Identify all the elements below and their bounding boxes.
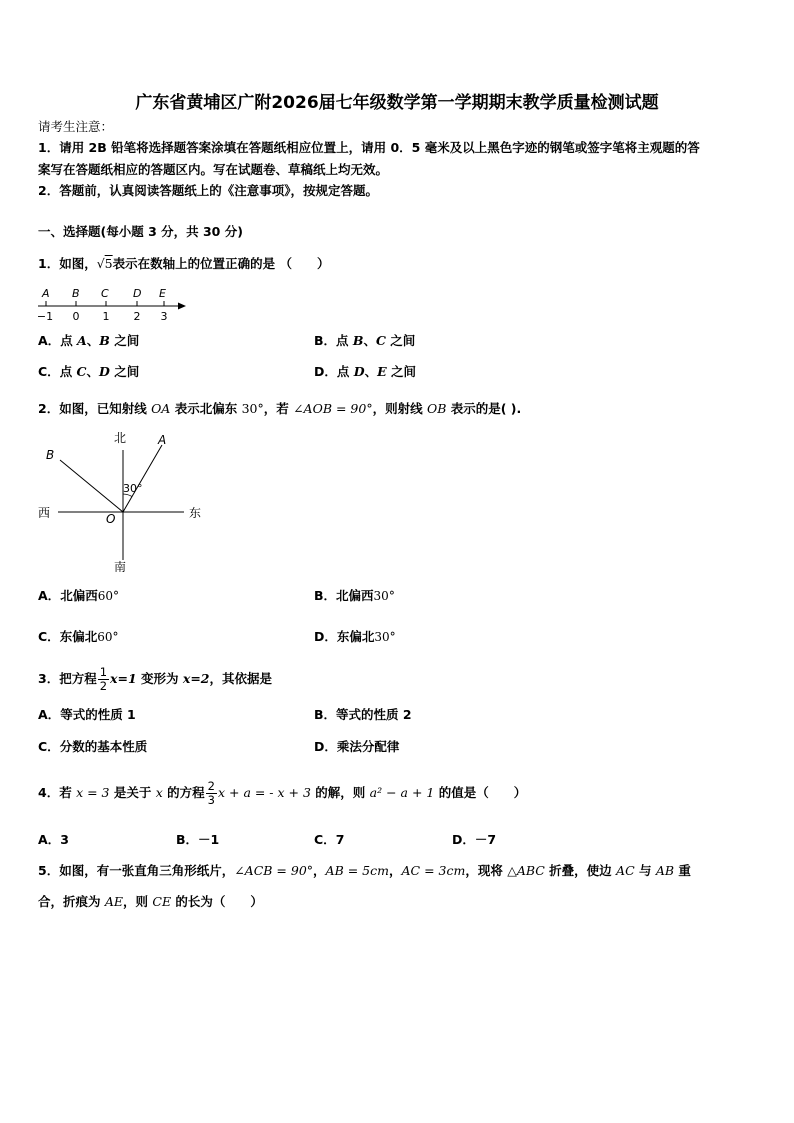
q2-option-c: C．东偏北60° [38, 629, 119, 644]
ray-ob [60, 460, 123, 512]
axis-number: 1 [102, 310, 110, 323]
q2-option-d: D．东偏北30° [314, 629, 396, 644]
label-point-a: A [158, 433, 167, 447]
axis-letter: E [159, 287, 166, 300]
label-west: 西 [38, 506, 51, 520]
axis-number: −1 [36, 310, 54, 323]
q3-fraction: $\frac{1}{2}$ [99, 665, 108, 693]
notice-line-2: 2．答题前，认真阅读答题纸上的《注意事项》，按规定答题。 [38, 183, 378, 198]
q3-option-d: D．乘法分配律 [314, 739, 400, 754]
q4-option-c: C．7 [314, 832, 345, 847]
label-angle: 30° [123, 482, 143, 495]
q4-option-a: A．3 [38, 832, 69, 847]
q1-suffix: 表示在数轴上的位置正确的是 （ ） [112, 256, 330, 271]
axis-number: 3 [160, 310, 168, 323]
q1-option-c: C．点 C、D 之间 [38, 364, 140, 379]
q3-stem: 3．把方程 $\frac{1}{2}$ x=1 变形为 x=2，其依据是 [38, 665, 273, 693]
axis-number: 2 [133, 310, 141, 323]
q5-stem-line-2: 合，折痕为 AE，则 CE 的长为（ ） [38, 894, 263, 909]
q4-stem: 4．若 x = 3 是关于 x 的方程 $\frac{2}{3}$ x + a = - x + 3 的解，则 a² − a + 1 的值是（ ） [38, 779, 527, 807]
q2-direction-figure [34, 428, 214, 578]
ray-oa [123, 445, 162, 512]
q4-option-b: B．－1 [176, 832, 220, 847]
section-heading: 一、选择题(每小题 3 分，共 30 分) [38, 224, 243, 239]
q1-number-line-figure [34, 284, 194, 324]
label-north: 北 [114, 431, 127, 445]
q1-option-d: D．点 D、E 之间 [314, 364, 416, 379]
q4-option-d: D．－7 [452, 832, 497, 847]
q1-option-b: B．点 B、C 之间 [314, 333, 416, 348]
notice-line-1a: 1．请用 2B 铅笔将选择题答案涂填在答题纸相应位置上，请用 0．5 毫米及以上黑色字迹的钢笔或签字笔将主观题的答 [38, 140, 700, 155]
axis-letter: A [42, 287, 50, 300]
label-origin: O [106, 512, 116, 526]
q2-stem: 2．如图，已知射线 OA 表示北偏东 30°，若 ∠AOB = 90°，则射线 OB 表示的是( ). [38, 401, 522, 416]
q2-option-a: A．北偏西60° [38, 588, 119, 603]
axis-number: 0 [72, 310, 80, 323]
q1-prefix: 1．如图， [38, 256, 97, 271]
axis-letter: B [72, 287, 80, 300]
page-title: 广东省黄埔区广附2026届七年级数学第一学期期末教学质量检测试题 [135, 93, 659, 113]
q1-stem [38, 256, 329, 272]
axis-arrow-icon [178, 303, 186, 310]
q3-option-b: B．等式的性质 2 [314, 707, 412, 722]
q1-radicand: 5 [104, 256, 113, 271]
q5-stem-line-1: 5．如图，有一张直角三角形纸片，∠ACB = 90°，AB = 5cm，AC = 3cm，现将 △ABC 折叠，使边 AC 与 AB 重 [38, 863, 691, 878]
notice-line-1b: 案写在答题纸相应的答题区内。写在试题卷、草稿纸上均无效。 [38, 162, 389, 177]
axis-letter: D [133, 287, 142, 300]
notice-heading: 请考生注意： [38, 119, 114, 134]
label-south: 南 [114, 560, 127, 574]
q1-option-a: A．点 A、B 之间 [38, 333, 140, 348]
q3-option-a: A．等式的性质 1 [38, 707, 136, 722]
label-east: 东 [189, 506, 202, 520]
q3-option-c: C．分数的基本性质 [38, 739, 148, 754]
q4-fraction: $\frac{2}{3}$ [207, 779, 215, 807]
q2-option-b: B．北偏西30° [314, 588, 395, 603]
sqrt-symbol: √5 [96, 256, 113, 271]
axis-letter: C [101, 287, 109, 300]
label-point-b: B [46, 448, 55, 462]
